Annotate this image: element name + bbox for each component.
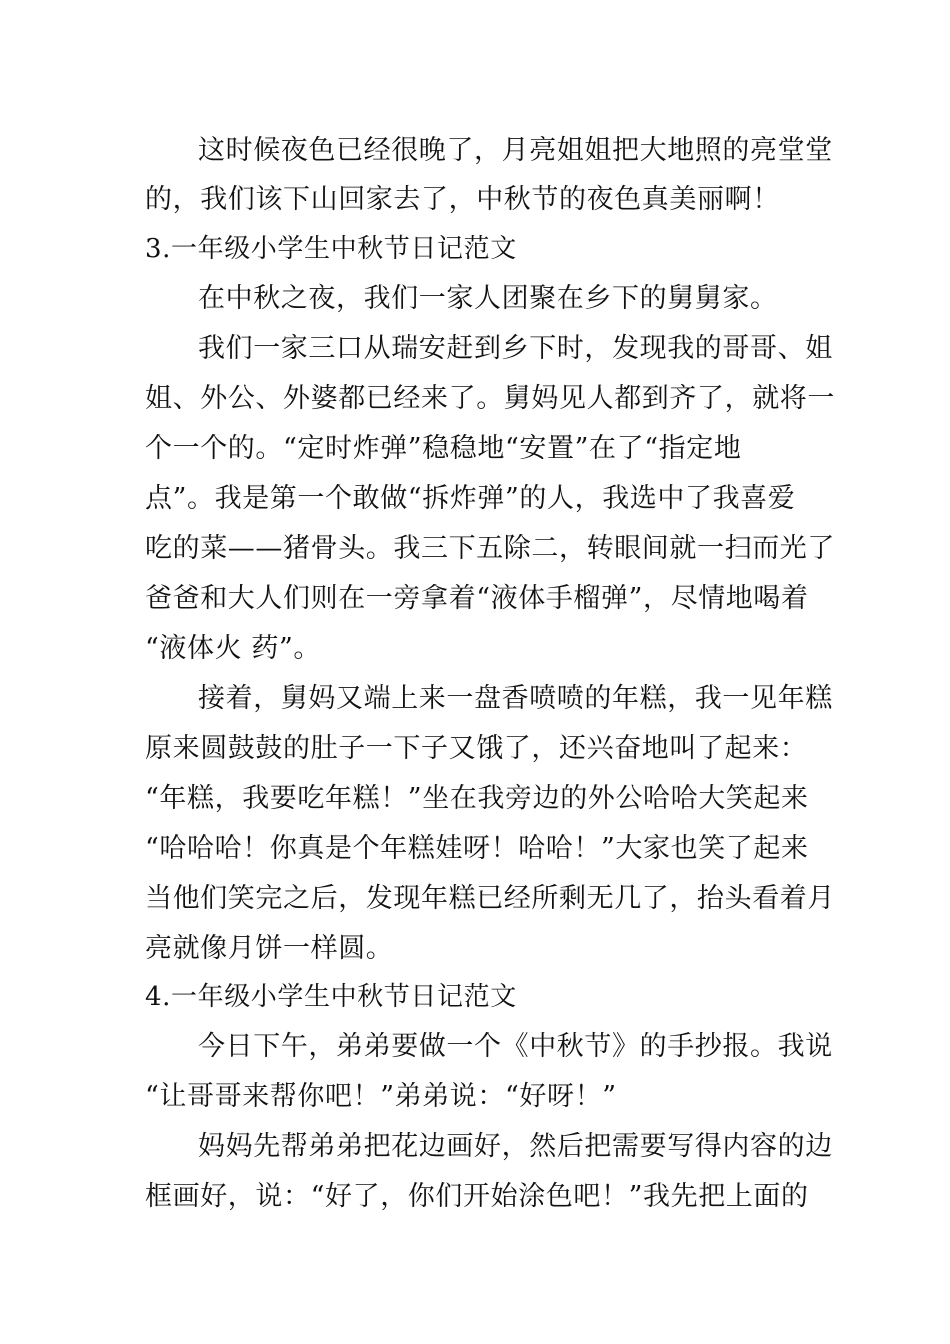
paragraph-line: 原来圆鼓鼓的肚子一下子又饿了，还兴奋地叫了起来： xyxy=(145,733,808,764)
paragraph-line: 亮就像月饼一样圆。 xyxy=(145,933,394,964)
paragraph-line: 姐、外公、外婆都已经来了。舅妈见人都到齐了，就将一 xyxy=(145,383,835,414)
paragraph-line: 个一个的。“定时炸弹”稳稳地“安置”在了“指定地 xyxy=(145,433,742,464)
paragraph-line: 当他们笑完之后，发现年糕已经所剩无几了，抬头看着月 xyxy=(145,883,835,914)
paragraph-line: 爸爸和大人们则在一旁拿着“液体手榴弹”，尽情地喝着 xyxy=(145,583,809,614)
paragraph-line: “哈哈哈！你真是个年糕娃呀！哈哈！”大家也笑了起来 xyxy=(145,833,809,864)
paragraph-line: 接着，舅妈又端上来一盘香喷喷的年糕，我一见年糕 xyxy=(198,683,833,714)
paragraph-line: 在中秋之夜，我们一家人团聚在乡下的舅舅家。 xyxy=(198,283,778,314)
paragraph-line: “年糕，我要吃年糕！”坐在我旁边的外公哈哈大笑起来 xyxy=(145,783,809,814)
section-heading-4: 4.一年级小学生中秋节日记范文 xyxy=(145,982,517,1012)
paragraph-line: 今日下午，弟弟要做一个《中秋节》的手抄报。我说 xyxy=(198,1031,833,1062)
paragraph-line: 点”。我是第一个敢做“拆炸弹”的人，我选中了我喜爱 xyxy=(145,483,796,514)
paragraph-line: 的，我们该下山回家去了，中秋节的夜色真美丽啊！ xyxy=(145,184,780,215)
paragraph-line: 这时候夜色已经很晚了，月亮姐姐把大地照的亮堂堂 xyxy=(198,135,833,166)
paragraph-line: 妈妈先帮弟弟把花边画好，然后把需要写得内容的边 xyxy=(198,1131,833,1162)
section-heading-3: 3.一年级小学生中秋节日记范文 xyxy=(145,234,517,264)
paragraph-line: 吃的菜——猪骨头。我三下五除二，转眼间就一扫而光了 xyxy=(145,533,835,564)
paragraph-line: 框画好，说：“好了，你们开始涂色吧！”我先把上面的 xyxy=(145,1181,809,1212)
paragraph-line: “让哥哥来帮你吧！”弟弟说：“好呀！” xyxy=(145,1081,617,1112)
paragraph-line: “液体火 药”。 xyxy=(145,633,321,664)
paragraph-line: 我们一家三口从瑞安赶到乡下时，发现我的哥哥、姐 xyxy=(198,333,833,364)
